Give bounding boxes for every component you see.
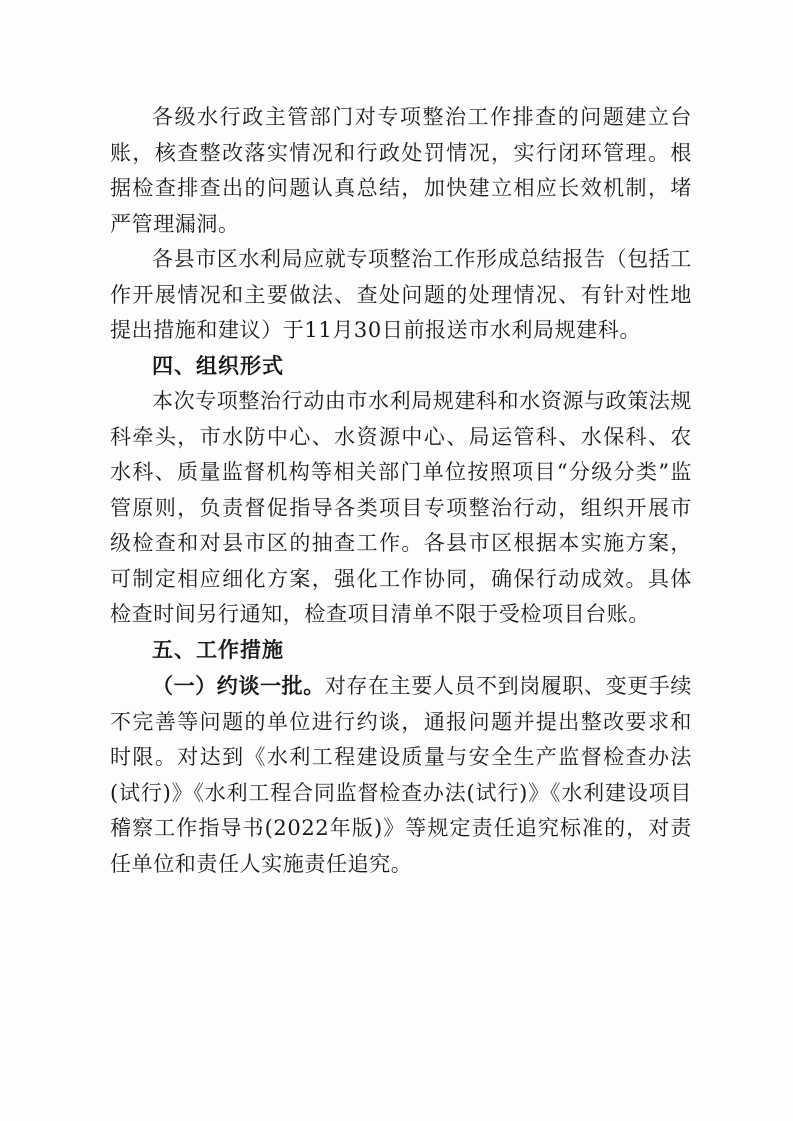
document-body (110, 100, 692, 882)
paragraph-interview (110, 668, 692, 882)
paragraph-interview-body: 对存在主要人员不到岗履职、变更手续不完善等问题的单位进行约谈，通报问题并提出整改要求和时限。对达到《水利工程建设质量与安全生产监督检查办法(试行)》《水利工程合同监督检查办法(试行)》《水利建设项目稽察工作指导书(2022年版)》等规定责任追究标准的，对责任单位和责任人实施责任追究。 (110, 674, 693, 876)
paragraph-organization: 本次专项整治行动由市水利局规建科和水资源与政策法规科牵头，市水防中心、水资源中心、局运管科、水保科、农水科、质量监督机构等相关部门单位按照项目“分级分类”监管原则，负责督促指导各类项目专项整治行动，组织开展市级检查和对县市区的抽查工作。各县市区根据本实施方案，可制定相应细化方案，强化工作协同，确保行动成效。具体检查时间另行通知，检查项目清单不限于受检项目台账。 (110, 389, 692, 626)
section-heading-organization: 四、组织形式 (152, 353, 284, 378)
paragraph-account-management: 各级水行政主管部门对专项整治工作排查的问题建立台账，核查整改落实情况和行政处罚情况，实行闭环管理。根据检查排查出的问题认真总结，加快建立相应长效机制，堵严管理漏洞。 (110, 105, 692, 236)
paragraph-interview-lead: （一）约谈一批。 (152, 673, 325, 698)
paragraph-summary-report: 各县市区水利局应就专项整治工作形成总结报告（包括工作开展情况和主要做法、查处问题的处理情况、有针对性地提出措施和建议）于11月30日前报送市水利局规建科。 (110, 247, 692, 342)
section-heading-measures: 五、工作措施 (152, 637, 284, 662)
